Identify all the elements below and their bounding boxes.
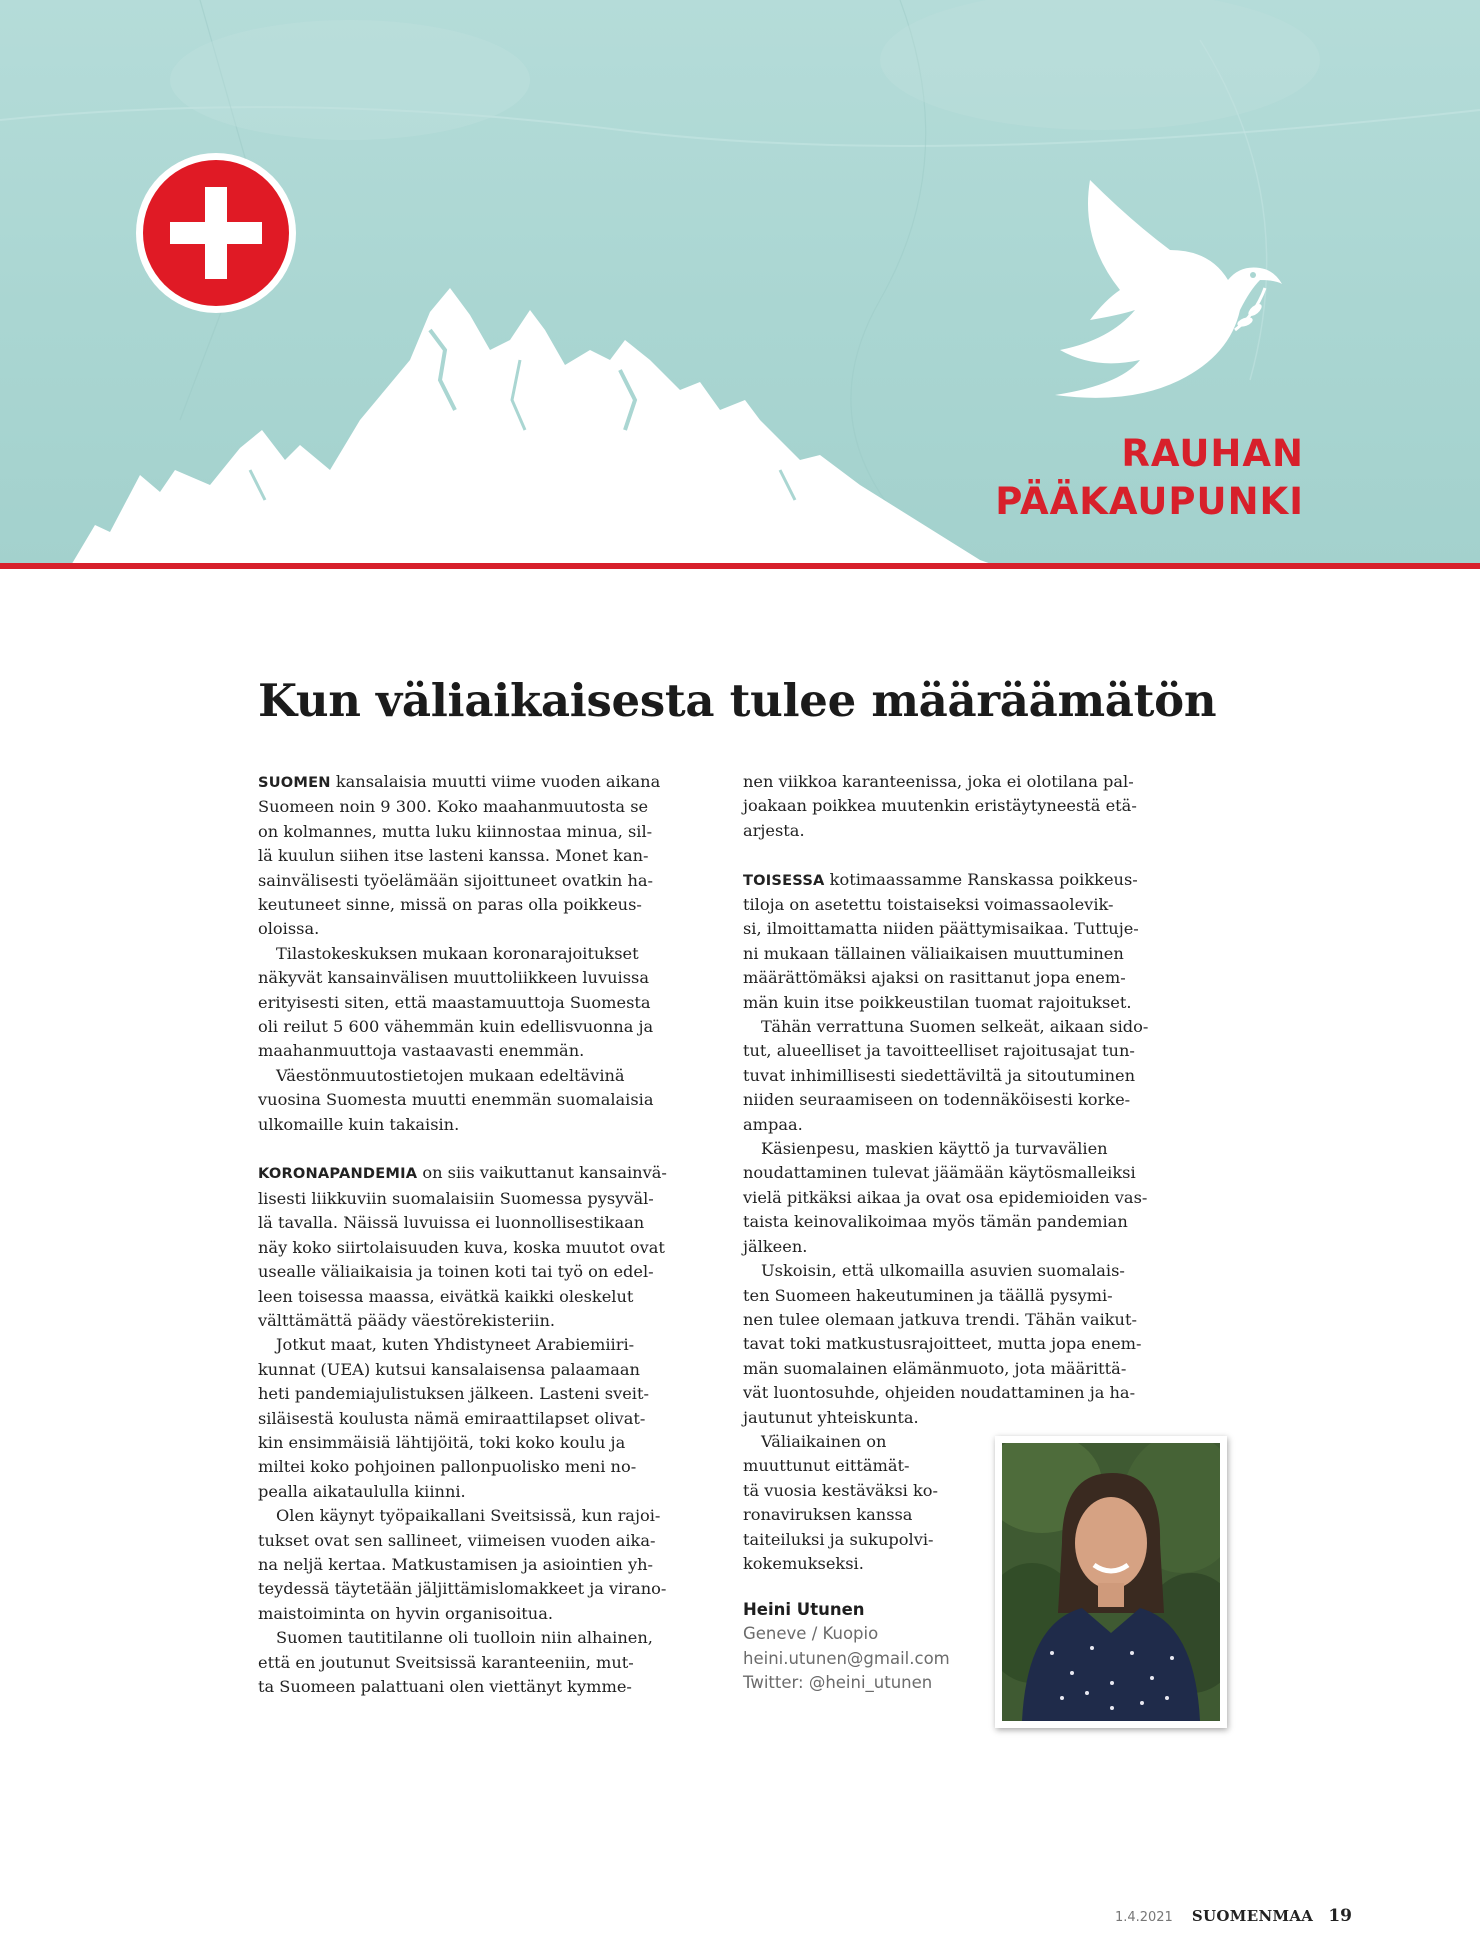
paragraph-line: [258, 1187, 698, 1211]
line-text: maistoiminta on hyvin organisoitua.: [258, 1603, 554, 1623]
line-text: usealle väliaikaisia ja toinen koti tai työ on edel-: [258, 1262, 654, 1282]
line-text: maahanmuuttoja vastaavasti enemmän.: [258, 1041, 585, 1061]
line-text: kokemukseksi.: [743, 1553, 864, 1573]
line-text: noudattaminen tulevat jäämään käytösmalleiksi: [743, 1163, 1136, 1183]
line-text: kin ensimmäisiä lähtijöitä, toki koko koulu ja: [258, 1432, 626, 1452]
paragraph-line: [258, 1285, 698, 1309]
line-text: tuvat inhimillisesti siedettäviltä ja sitoutuminen: [743, 1065, 1135, 1085]
lead-word: KORONAPANDEMIA: [258, 1165, 418, 1183]
line-text: näkyvät kansainvälisen muuttoliikkeen luvuissa: [258, 968, 649, 988]
paragraph-line: [258, 1407, 698, 1431]
paragraph-line: [258, 1455, 698, 1479]
author-name: Heini Utunen: [743, 1600, 865, 1619]
line-text: näy koko siirtolaisuuden kuva, koska muutot ovat: [258, 1237, 665, 1257]
line-text: Käsienpesu, maskien käyttö ja turvavälien: [761, 1139, 1108, 1159]
line-text: keutuneet sinne, missä on paras olla poikkeus-: [258, 895, 642, 915]
line-text: män kuin itse poikkeustilan tuomat rajoitukset.: [743, 992, 1132, 1012]
paragraph-line: [743, 794, 1189, 818]
peace-dove-icon: [1050, 180, 1285, 410]
paragraph-line: [743, 1308, 1189, 1332]
line-text: ampaa.: [743, 1114, 803, 1134]
line-text: Suomen tautitilanne oli tuolloin niin alhainen,: [276, 1628, 653, 1648]
paragraph-line: [743, 893, 1189, 917]
paragraph-line: [258, 893, 698, 917]
section-label-line2: PÄÄKAUPUNKI: [995, 480, 1304, 523]
paragraph-line: [258, 1260, 698, 1284]
author-byline: [743, 1598, 950, 1696]
paragraph-line: [743, 1406, 1189, 1430]
line-text: lisesti liikkuviin suomalaisiin Suomessa pysyväl-: [258, 1188, 654, 1208]
line-text: taista keinovalikoimaa myös tämän pandemian: [743, 1212, 1128, 1232]
paragraph-line: [258, 1211, 698, 1235]
publication-name: SUOMENMAA: [1191, 1907, 1314, 1925]
author-email: heini.utunen@gmail.com: [743, 1648, 950, 1668]
line-text: tavat toki matkustusrajoitteet, mutta jopa enem-: [743, 1334, 1142, 1354]
paragraph-line: [258, 1161, 698, 1186]
paragraph-line: [258, 869, 698, 893]
line-text: tiloja on asetettu toistaiseksi voimassaolevik-: [743, 895, 1114, 915]
paragraph-line: [258, 1309, 698, 1333]
line-text: jälkeen.: [743, 1236, 808, 1256]
line-text: sainvälisesti työelämään sijoittuneet ovatkin ha-: [258, 870, 654, 890]
line-text: kotimaassamme Ranskassa poikkeus-: [824, 869, 1138, 889]
line-text: arjesta.: [743, 820, 805, 840]
page-number: 19: [1328, 1906, 1352, 1926]
author-portrait: [1002, 1443, 1220, 1721]
author-location: Geneve / Kuopio: [743, 1624, 879, 1644]
line-text: välttämättä päädy väestörekisteriin.: [258, 1310, 556, 1330]
paragraph-line: [258, 1626, 698, 1650]
line-text: ulkomaille kuin takaisin.: [258, 1114, 460, 1134]
paragraph-line: [743, 819, 1189, 843]
line-text: siläisestä koulusta nämä emiraattilapset olivat-: [258, 1408, 646, 1428]
article-headline: Kun väliaikaisesta tulee määräämätön: [258, 674, 1217, 727]
banner-divider: [0, 563, 1480, 569]
paragraph-line: [743, 1113, 1189, 1137]
paragraph-line: [743, 1210, 1189, 1234]
paragraph-line: [258, 795, 698, 819]
lead-word: SUOMEN: [258, 774, 331, 791]
paragraph-line: [258, 820, 698, 844]
paragraph-line: [258, 1480, 698, 1504]
line-text: vät luontosuhde, ohjeiden noudattaminen ja ha-: [743, 1383, 1136, 1403]
line-text: ten Suomeen hakeutuminen ja täällä pysymi-: [743, 1285, 1113, 1305]
header-banner: [0, 0, 1480, 567]
paragraph-line: [743, 1381, 1189, 1405]
paragraph-line: [743, 1015, 1189, 1039]
paragraph-line: [258, 1431, 698, 1455]
paragraph-line: [743, 991, 1189, 1015]
line-text: oli reilut 5 600 vähemmän kuin edellisvuonna ja: [258, 1017, 654, 1037]
line-text: Suomeen noin 9 300. Koko maahanmuutosta se: [258, 797, 649, 817]
paragraph-line: [258, 1015, 698, 1039]
line-text: tukset ovat sen sallineet, viimeisen vuoden aika-: [258, 1530, 656, 1550]
paragraph-line: [743, 1064, 1189, 1088]
paragraph-line: [743, 1039, 1189, 1063]
paragraph-line: [258, 1064, 698, 1088]
line-text: män suomalainen elämänmuoto, jota määrittä-: [743, 1358, 1127, 1378]
line-text: Uskoisin, että ulkomailla asuvien suomalais-: [761, 1261, 1125, 1281]
line-text: leen toisessa maassa, eivätkä kaikki oleskelut: [258, 1286, 634, 1306]
line-text: Jotkut maat, kuten Yhdistyneet Arabiemiiri-: [276, 1335, 635, 1355]
paragraph-line: [743, 966, 1189, 990]
paragraph-line: [258, 917, 698, 941]
paragraph-line: [258, 1529, 698, 1553]
mountains-illustration: [0, 270, 1060, 567]
line-text: erityisesti siten, että maastamuuttoja Suomesta: [258, 992, 651, 1012]
paragraph-line: [258, 1553, 698, 1577]
article-column-left: [258, 770, 698, 1699]
paragraph-line: [743, 1259, 1189, 1283]
paragraph-line: [743, 1088, 1189, 1112]
paragraph-line: [258, 1651, 698, 1675]
section-label-line1: RAUHAN: [1121, 432, 1304, 475]
page-footer: [1115, 1906, 1352, 1926]
paragraph-line: [258, 1113, 698, 1137]
paragraph-line: [743, 1161, 1189, 1185]
paragraph-line: [743, 770, 1189, 794]
paragraph-line: [258, 844, 698, 868]
author-photo: [995, 1436, 1227, 1728]
line-text: Väliaikainen on: [761, 1431, 887, 1451]
paragraph-line: [258, 770, 698, 795]
paragraph-line: [743, 1186, 1189, 1210]
paragraph-line: [258, 1504, 698, 1528]
line-text: jautunut yhteiskunta.: [743, 1407, 919, 1427]
paragraph-line: [258, 1333, 698, 1357]
line-text: ni mukaan tällainen väliaikaisen muuttuminen: [743, 943, 1124, 963]
paragraph-line: [743, 1284, 1189, 1308]
line-text: teydessä täytetään jäljittämislomakkeet ja virano-: [258, 1579, 667, 1599]
paragraph-line: [258, 966, 698, 990]
line-text: muuttunut eittämät-: [743, 1456, 910, 1476]
line-text: si, ilmoittamatta niiden päättymisaikaa. Tuttuje-: [743, 919, 1139, 939]
line-text: määrättömäksi ajaksi on rasittanut jopa enem-: [743, 968, 1126, 988]
line-text: miltei koko pohjoinen pallonpuolisko meni no-: [258, 1457, 637, 1477]
line-text: ronaviruksen kanssa: [743, 1505, 913, 1525]
line-text: tut, alueelliset ja tavoitteelliset rajoitusajat tun-: [743, 1041, 1135, 1061]
line-text: että en joutunut Sveitsissä karanteeniin, mut-: [258, 1652, 634, 1672]
paragraph-line: [743, 1235, 1189, 1259]
line-text: Tilastokeskuksen mukaan koronarajoitukset: [276, 943, 639, 963]
paragraph-line: [258, 991, 698, 1015]
line-text: pealla aikataululla kiinni.: [258, 1481, 466, 1501]
paragraph-line: [258, 1039, 698, 1063]
line-text: ta Suomeen palattuani olen viettänyt kymme-: [258, 1677, 632, 1697]
paragraph-line: [258, 1602, 698, 1626]
line-text: vielä pitkäksi aikaa ja ovat osa epidemioiden vas-: [743, 1187, 1148, 1207]
paragraph-line: [258, 1358, 698, 1382]
paragraph-line: [743, 1137, 1189, 1161]
issue-date: 1.4.2021: [1114, 1910, 1173, 1925]
line-text: lä kuulun siihen itse lasteni kanssa. Monet kan-: [258, 846, 649, 866]
line-text: heti pandemiajulistuksen jälkeen. Lasteni sveit-: [258, 1384, 649, 1404]
line-text: kansalaisia muutti viime vuoden aikana: [330, 772, 661, 791]
paragraph-line: [258, 1236, 698, 1260]
line-text: on siis vaikuttanut kansainvä-: [417, 1163, 667, 1183]
paragraph-line: [743, 942, 1189, 966]
line-text: Tähän verrattuna Suomen selkeät, aikaan sido-: [761, 1017, 1149, 1037]
author-twitter: Twitter: @heini_utunen: [743, 1673, 933, 1693]
line-text: kunnat (UEA) kutsui kansalaisensa palaamaan: [258, 1359, 640, 1379]
paragraph-line: [258, 942, 698, 966]
line-text: Olen käynyt työpaikallani Sveitsissä, kun rajoi-: [276, 1506, 661, 1526]
paragraph-line: [258, 1088, 698, 1112]
line-text: lä tavalla. Näissä luvuissa ei luonnollisestikaan: [258, 1213, 645, 1233]
paragraph-line: [258, 1675, 698, 1699]
line-text: na neljä kertaa. Matkustamisen ja asiointien yh-: [258, 1554, 654, 1574]
paragraph-line: [743, 917, 1189, 941]
line-text: nen tulee olemaan jatkuva trendi. Tähän vaikut-: [743, 1309, 1137, 1329]
paragraph-line: [258, 1382, 698, 1406]
paragraph-line: [258, 1577, 698, 1601]
line-text: joakaan poikkea muutenkin eristäytyneestä etä-: [743, 796, 1137, 816]
line-text: tä vuosia kestäväksi ko-: [743, 1480, 939, 1500]
line-text: Väestönmuutostietojen mukaan edeltävinä: [276, 1065, 625, 1085]
paragraph-line: [743, 868, 1189, 893]
line-text: on kolmannes, mutta luku kiinnostaa minua, sil-: [258, 821, 653, 841]
line-text: taiteiluksi ja sukupolvi-: [743, 1529, 934, 1549]
line-text: vuosina Suomesta muutti enemmän suomalaisia: [258, 1090, 654, 1110]
line-text: niiden seuraamiseen on todennäköisesti korke-: [743, 1090, 1131, 1110]
paragraph-line: [743, 1332, 1189, 1356]
paragraph-line: [743, 1357, 1189, 1381]
lead-word: TOISESSA: [743, 871, 825, 889]
section-label: [995, 430, 1304, 526]
line-text: nen viikkoa karanteenissa, joka ei olotilana pal-: [743, 772, 1134, 791]
line-text: oloissa.: [258, 919, 320, 939]
